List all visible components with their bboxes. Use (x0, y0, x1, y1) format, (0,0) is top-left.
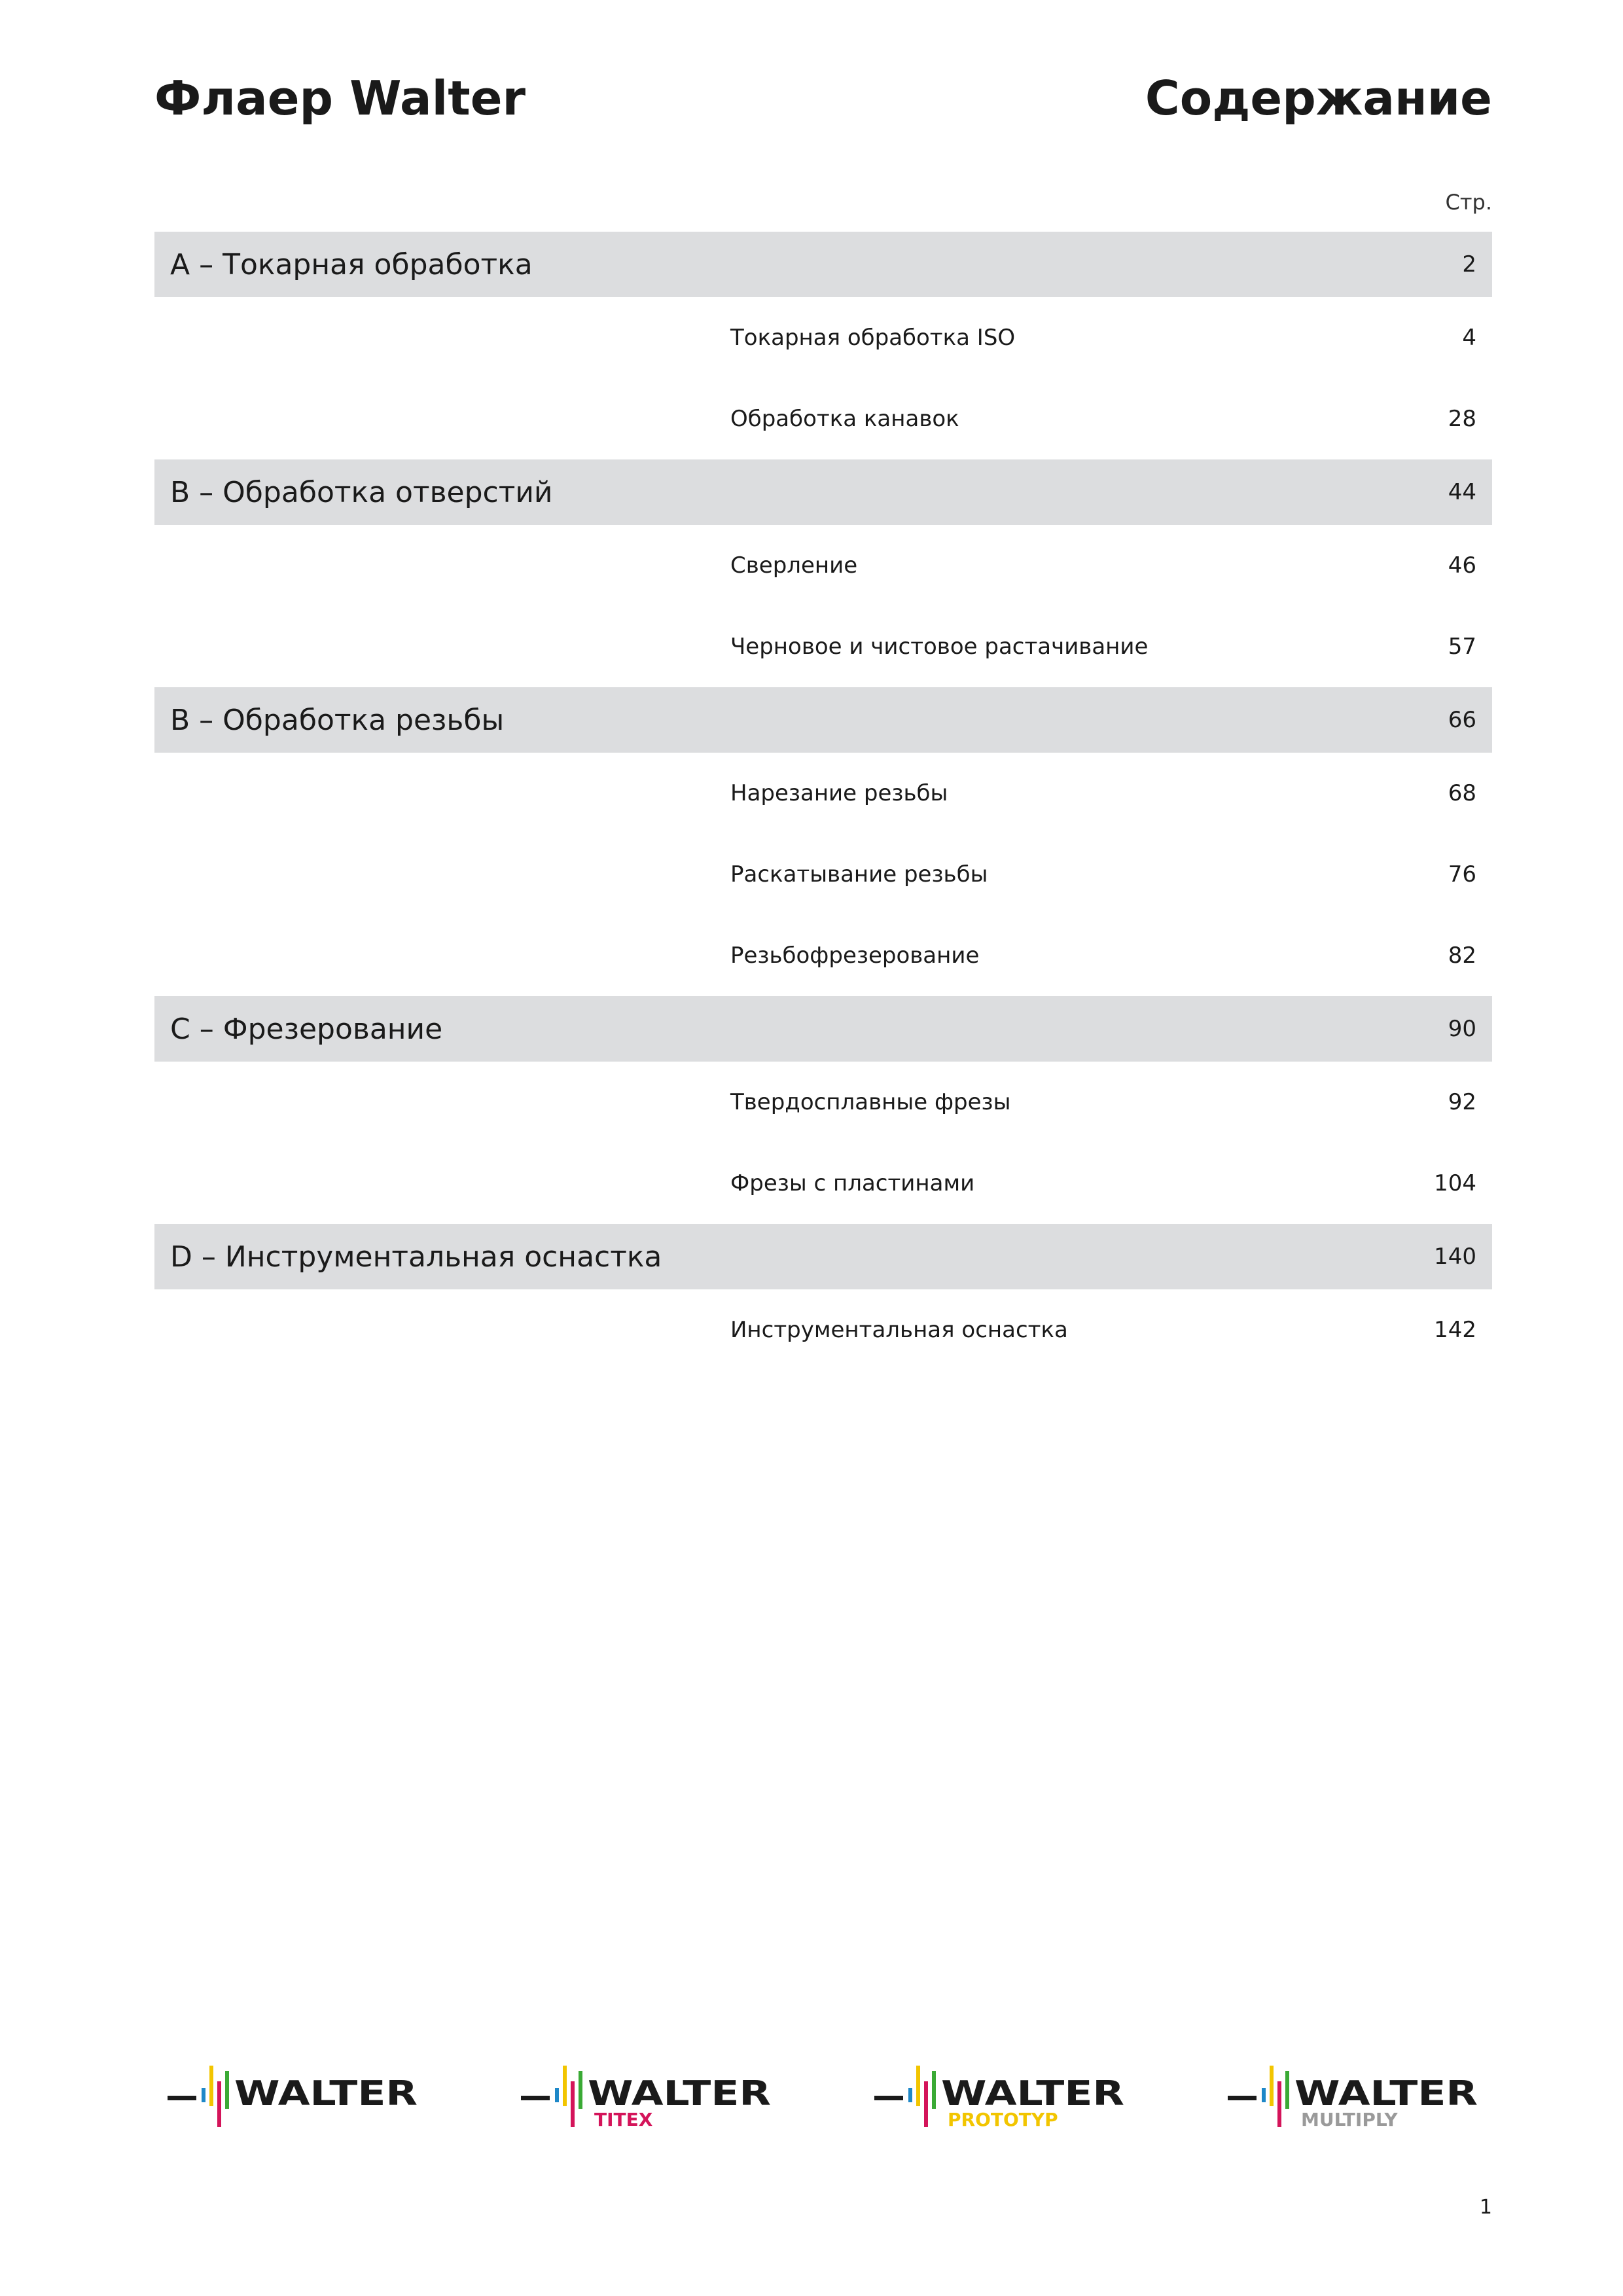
logo-subbrand: TITEX (594, 2109, 653, 2130)
toc-entry-page: 46 (1448, 552, 1476, 579)
document-title: Флаер Walter (154, 71, 526, 126)
toc-entry-page: 76 (1448, 861, 1476, 888)
toc-entry[interactable] (154, 1143, 1492, 1224)
page-column-label: Стр. (1445, 190, 1492, 215)
toc-entry-page: 104 (1434, 1170, 1476, 1196)
toc-entry-title: Резьбофрезерование (730, 942, 980, 969)
toc-section[interactable] (154, 1224, 1492, 1289)
walter-logo (874, 2062, 1130, 2134)
toc-entry-title: Инструментальная оснастка (730, 1317, 1068, 1343)
toc-section-page: 66 (1448, 707, 1476, 733)
toc-section-title: B – Обработка резьбы (170, 703, 505, 737)
walter-logo (521, 2062, 776, 2134)
table-of-contents (154, 232, 1492, 1371)
toc-entry[interactable] (154, 378, 1492, 459)
toc-entry[interactable] (154, 753, 1492, 834)
toc-entry-page: 28 (1448, 406, 1476, 432)
toc-section-page: 140 (1434, 1244, 1476, 1270)
toc-entry-title: Обработка канавок (730, 406, 959, 432)
logo-wordmark: WALTER (1294, 2074, 1478, 2113)
toc-entry[interactable] (154, 1289, 1492, 1371)
toc-entry-title: Фрезы с пластинами (730, 1170, 975, 1196)
logo-wordmark: WALTER (234, 2074, 418, 2113)
logo-item (168, 2062, 423, 2136)
walter-logo (168, 2062, 423, 2134)
logo-wordmark: WALTER (941, 2074, 1124, 2113)
logo-item (1228, 2062, 1483, 2136)
toc-section-page: 44 (1448, 479, 1476, 505)
page-number: 1 (1479, 2196, 1492, 2219)
toc-entry-title: Сверление (730, 552, 858, 579)
toc-entry-page: 57 (1448, 634, 1476, 660)
logo-wordmark: WALTER (588, 2074, 771, 2113)
toc-entry[interactable] (154, 606, 1492, 687)
toc-section-title: D – Инструментальная оснастка (170, 1240, 662, 1274)
contents-heading: Содержание (1145, 71, 1492, 126)
logo-subbrand: MULTIPLY (1301, 2109, 1398, 2130)
toc-entry-page: 92 (1448, 1089, 1476, 1115)
toc-section-page: 2 (1462, 251, 1476, 278)
toc-entry-page: 82 (1448, 942, 1476, 969)
toc-section-title: B – Обработка отверстий (170, 475, 553, 509)
logo-item (874, 2062, 1130, 2136)
toc-entry-page: 4 (1462, 325, 1476, 351)
brand-logo-row (168, 2062, 1483, 2136)
logo-subbrand: PROTOTYP (948, 2109, 1058, 2130)
toc-section[interactable] (154, 459, 1492, 525)
toc-entry[interactable] (154, 1062, 1492, 1143)
toc-entry[interactable] (154, 525, 1492, 606)
toc-entry-page: 68 (1448, 780, 1476, 806)
toc-entry[interactable] (154, 834, 1492, 915)
toc-entry-title: Твердосплавные фрезы (730, 1089, 1011, 1115)
toc-entry-title: Нарезание резьбы (730, 780, 948, 806)
toc-section-title: A – Токарная обработка (170, 247, 533, 281)
toc-entry-title: Токарная обработка ISO (730, 325, 1016, 351)
toc-section-title: C – Фрезерование (170, 1012, 443, 1046)
walter-logo (1228, 2062, 1483, 2134)
toc-entry-title: Черновое и чистовое растачивание (730, 634, 1149, 660)
toc-entry-page: 142 (1434, 1317, 1476, 1343)
toc-section[interactable] (154, 687, 1492, 753)
logo-item (521, 2062, 776, 2136)
toc-section-page: 90 (1448, 1016, 1476, 1042)
toc-entry[interactable] (154, 915, 1492, 996)
toc-entry-title: Раскатывание резьбы (730, 861, 988, 888)
toc-entry[interactable] (154, 297, 1492, 378)
toc-section[interactable] (154, 232, 1492, 297)
toc-section[interactable] (154, 996, 1492, 1062)
